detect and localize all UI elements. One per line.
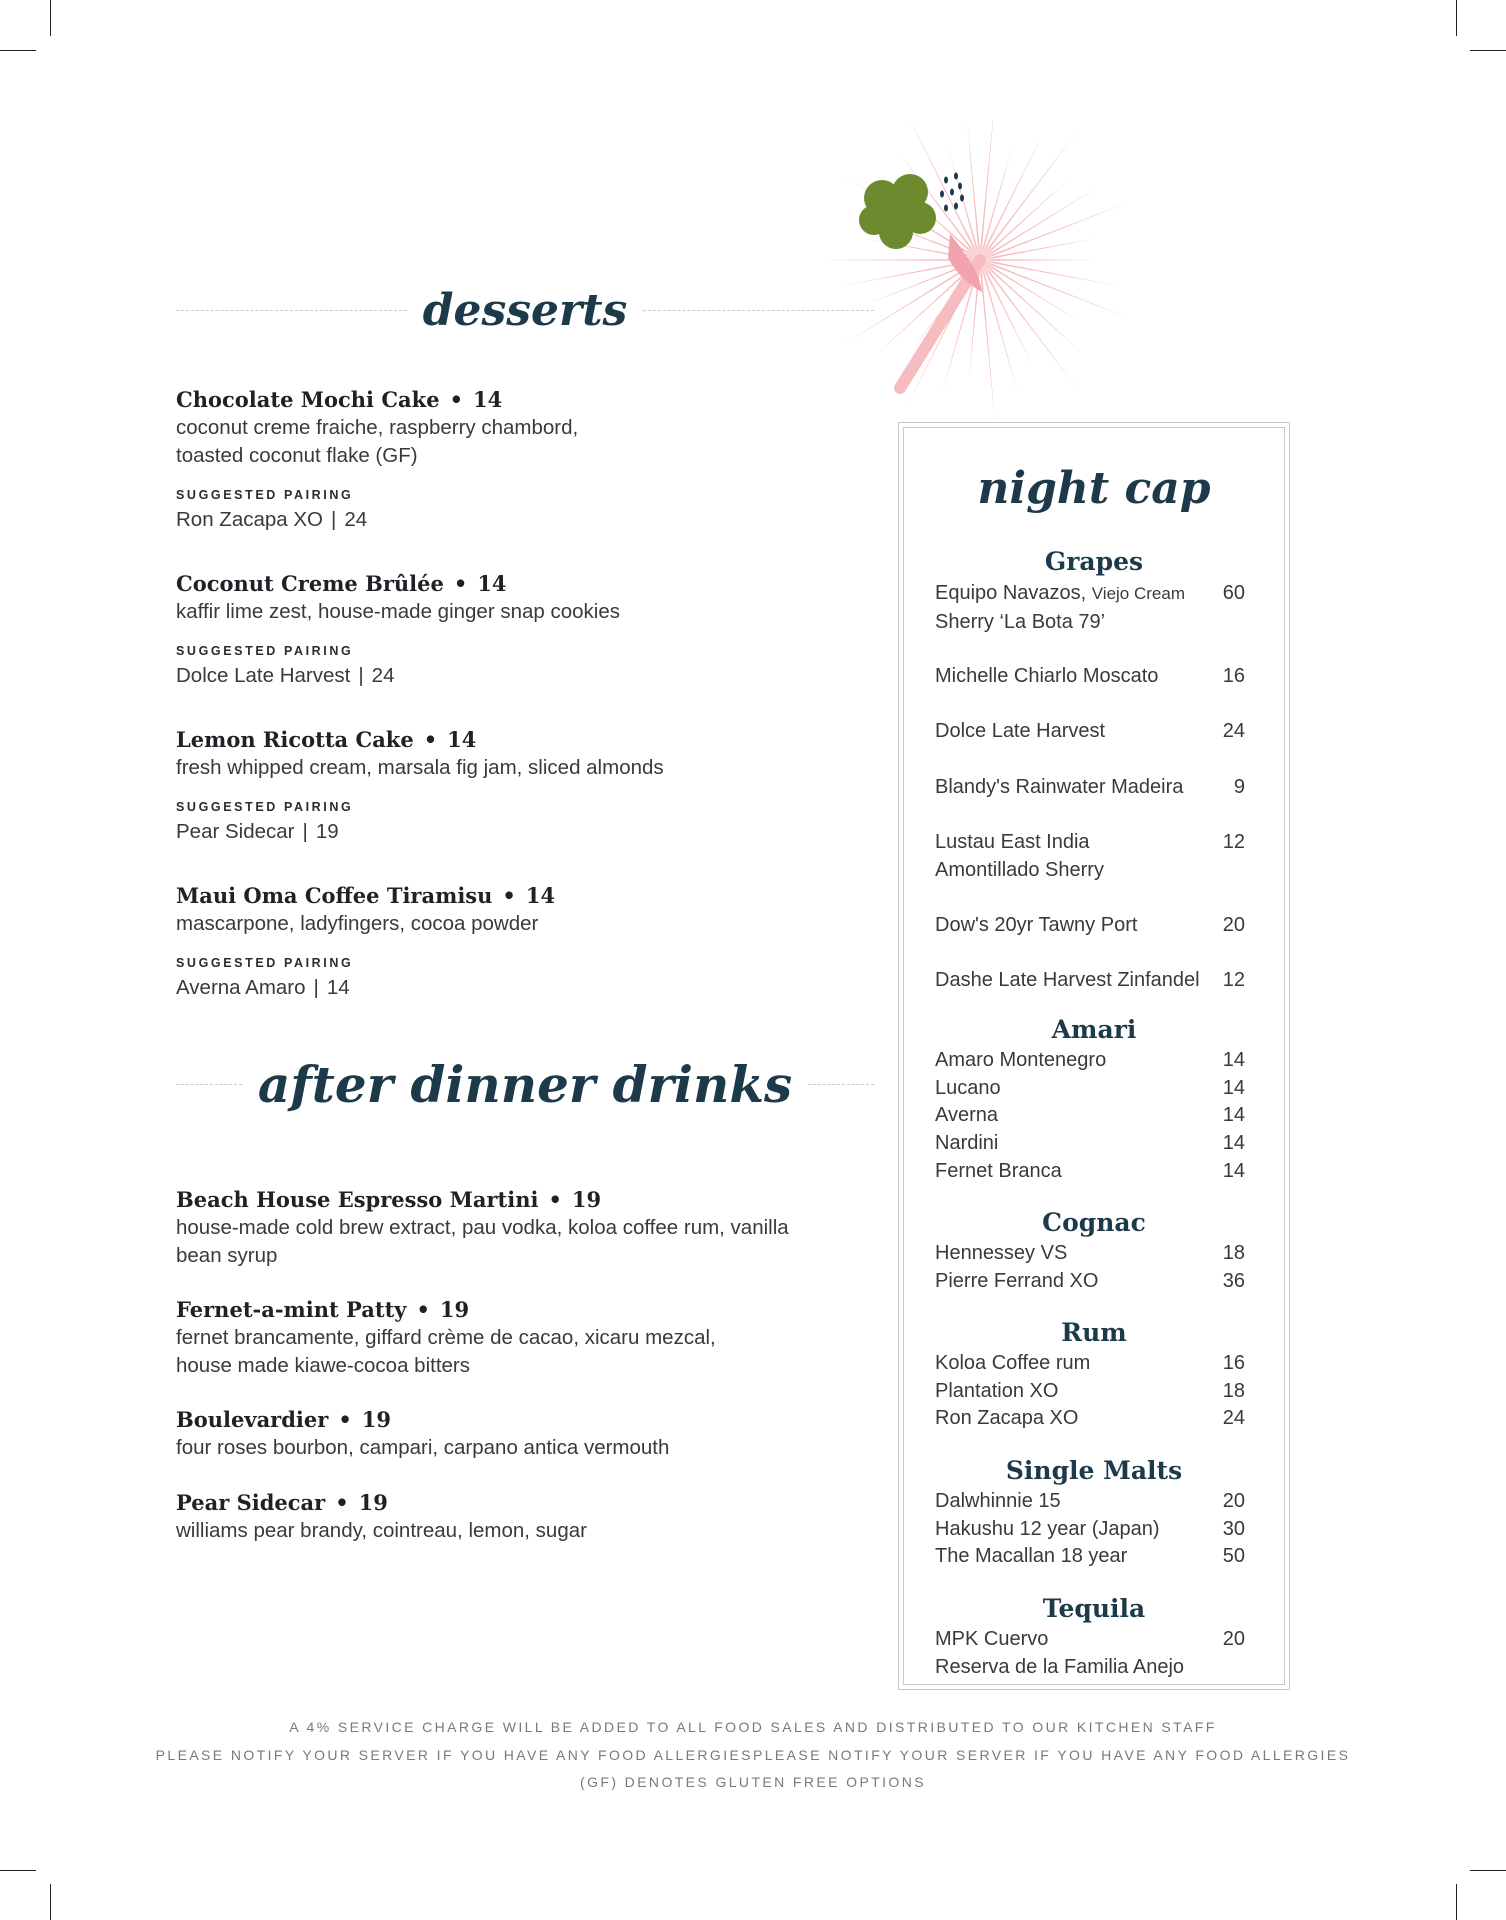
item-name-line2: Sherry ‘La Bota 79’ — [935, 611, 1106, 633]
divider — [176, 310, 407, 311]
night-cap-title: night cap — [977, 463, 1211, 514]
item-name: Boulevardier — [176, 1407, 329, 1432]
item-name: Dolce Late Harvest — [935, 720, 1106, 742]
item-price: 12 — [1222, 969, 1245, 991]
divider — [643, 310, 874, 311]
item-name: Coconut Creme Brûlée — [176, 571, 444, 596]
dessert-item — [176, 882, 876, 1002]
item-name: Reserva de la Familia Anejo — [935, 1656, 1185, 1678]
palm-frond — [980, 179, 1069, 260]
list-item — [935, 911, 1245, 939]
category-rum: Rum — [1061, 1318, 1127, 1347]
list-item — [935, 1377, 1245, 1405]
list-item — [935, 1101, 1245, 1129]
pairing-name: Averna Amaro — [176, 976, 306, 999]
item-description — [176, 1434, 876, 1462]
item-description — [176, 1517, 876, 1545]
list-item — [935, 1515, 1245, 1543]
item-price: 19 — [439, 1297, 470, 1322]
desc-line: williams pear brandy, cointreau, lemon, sugar — [176, 1519, 587, 1542]
pairing-name: Ron Zacapa XO — [176, 508, 323, 531]
list-item — [935, 828, 1245, 884]
drink-item — [176, 1186, 876, 1270]
crop-mark — [50, 0, 51, 36]
item-name: Hennessey VS — [935, 1242, 1068, 1264]
bullet-icon: • — [416, 1297, 430, 1322]
item-name: MPK Cuervo — [935, 1628, 1049, 1650]
list-item — [935, 1404, 1245, 1432]
palm-frond — [980, 120, 995, 260]
item-price: 14 — [1222, 1160, 1245, 1182]
item-price: 9 — [1233, 776, 1245, 798]
bullet-icon: • — [423, 727, 438, 752]
pairing-price: 24 — [371, 664, 395, 687]
pairing-price: 19 — [315, 820, 339, 843]
footer-gf-note: (GF) DENOTES GLUTEN FREE OPTIONS — [580, 1774, 926, 1790]
dessert-item — [176, 570, 876, 690]
after-dinner-drinks-title: after dinner drinks — [257, 1054, 793, 1114]
drink-item — [176, 1296, 876, 1380]
list-item — [935, 1267, 1245, 1295]
item-price: 14 — [525, 883, 556, 908]
pairing-price: 14 — [326, 976, 350, 999]
list-item — [935, 966, 1245, 994]
desc-line: four roses bourbon, campari, carpano antica vermouth — [176, 1436, 670, 1459]
item-price: 18 — [1222, 1380, 1245, 1402]
item-price: 20 — [1222, 914, 1245, 936]
divider — [808, 1084, 874, 1085]
item-name: Michelle Chiarlo Moscato — [935, 665, 1159, 687]
category-grapes: Grapes — [1044, 547, 1144, 576]
night-cap-panel — [898, 422, 1290, 1690]
pairing-value — [176, 818, 876, 846]
dessert-item — [176, 386, 876, 534]
item-price: 14 — [447, 727, 477, 752]
item-price: 14 — [477, 571, 507, 596]
item-name: Averna — [935, 1104, 999, 1126]
category-cognac: Cognac — [1042, 1208, 1146, 1237]
item-name: Blandy's Rainwater Madeira — [935, 776, 1184, 798]
palm-frond — [980, 260, 1085, 356]
palm-frond — [980, 259, 1100, 261]
item-name: The Macallan 18 year — [935, 1545, 1128, 1567]
item-name: Dashe Late Harvest Zinfandel — [935, 969, 1200, 991]
after-dinner-drinks-heading — [176, 1054, 874, 1114]
pairing-separator: | — [313, 976, 319, 999]
item-description — [176, 598, 876, 626]
item-name: Dow's 20yr Tawny Port — [935, 914, 1138, 936]
pairing-value — [176, 506, 876, 534]
item-price: 19 — [571, 1187, 602, 1212]
item-name-line2: Amontillado Sherry — [935, 859, 1104, 881]
crop-mark — [50, 1884, 51, 1920]
pairing-separator: | — [331, 508, 337, 531]
crop-mark — [1456, 0, 1457, 36]
crop-mark — [1470, 1870, 1506, 1871]
item-description — [176, 414, 876, 470]
item-name: Pear Sidecar — [176, 1490, 326, 1515]
bullet-icon: • — [338, 1407, 352, 1432]
list-item — [935, 1074, 1245, 1102]
crop-mark — [0, 50, 36, 51]
item-name: Fernet-a-mint Patty — [176, 1297, 407, 1322]
list-item — [935, 1349, 1245, 1377]
item-name: Lemon Ricotta Cake — [176, 727, 414, 752]
desc-line: fresh whipped cream, marsala fig jam, sliced almonds — [176, 756, 664, 779]
list-item — [935, 662, 1245, 690]
item-name: Koloa Coffee rum — [935, 1352, 1091, 1374]
category-tequila: Tequila — [1042, 1594, 1146, 1623]
pairing-label: SUGGESTED PAIRING — [176, 956, 354, 970]
dessert-item — [176, 726, 876, 846]
category-single-malts: Single Malts — [1005, 1456, 1183, 1485]
item-price: 36 — [1222, 1270, 1245, 1292]
pairing-label: SUGGESTED PAIRING — [176, 800, 354, 814]
item-price: 50 — [1222, 1545, 1245, 1567]
item-price: 14 — [473, 387, 503, 412]
bullet-icon: • — [502, 883, 516, 908]
pairing-price: 24 — [344, 508, 368, 531]
desc-line: house-made cold brew extract, pau vodka, koloa coffee rum, vanilla — [176, 1216, 789, 1239]
item-name: Lucano — [935, 1077, 1001, 1099]
pairing-separator: | — [358, 664, 364, 687]
item-name: Fernet Branca — [935, 1160, 1062, 1182]
item-price: 24 — [1222, 1407, 1245, 1429]
item-description — [176, 1214, 876, 1270]
item-name: Chocolate Mochi Cake — [176, 387, 440, 412]
list-item — [935, 579, 1245, 636]
list-item — [935, 1542, 1245, 1570]
footer-allergy-notice: PLEASE NOTIFY YOUR SERVER IF YOU HAVE ANY FOOD ALLERGIESPLEASE NOTIFY YOUR SERVER IF YOU HAVE ANY FOOD ALLERGIES — [155, 1747, 1351, 1763]
crop-mark — [1456, 1884, 1457, 1920]
desc-line: bean syrup — [176, 1244, 278, 1267]
item-price: 19 — [361, 1407, 391, 1432]
item-price: 14 — [1222, 1132, 1245, 1154]
item-name: Plantation XO — [935, 1380, 1059, 1402]
pairing-name: Dolce Late Harvest — [176, 664, 351, 687]
palm-fan — [830, 120, 1133, 423]
bullet-icon: • — [453, 571, 468, 596]
bullet-icon: • — [449, 387, 464, 412]
item-price: 14 — [1222, 1049, 1245, 1071]
divider — [176, 1084, 242, 1085]
pairing-value — [176, 974, 876, 1002]
pairing-name: Pear Sidecar — [176, 820, 295, 843]
item-price: 16 — [1222, 665, 1245, 687]
item-price: 20 — [1222, 1490, 1245, 1512]
item-name: Maui Oma Coffee Tiramisu — [176, 883, 493, 908]
desc-line: house made kiawe-cocoa bitters — [176, 1354, 470, 1377]
item-price: 12 — [1222, 831, 1245, 853]
item-name: Equipo Navazos, — [935, 582, 1087, 604]
item-name: Dalwhinnie 15 — [935, 1490, 1061, 1512]
item-price: 20 — [1222, 1628, 1245, 1650]
bullet-icon: • — [335, 1490, 349, 1515]
pairing-label: SUGGESTED PAIRING — [176, 644, 354, 658]
list-item — [935, 1239, 1245, 1267]
item-price: 60 — [1222, 582, 1245, 604]
pairing-separator: | — [302, 820, 308, 843]
desc-line: fernet brancamente, giffard crème de cacao, xicaru mezcal, — [176, 1326, 716, 1349]
pink-palm-leaf-flower-icon — [830, 120, 1190, 450]
crop-mark — [0, 1870, 36, 1871]
footer-service-charge: A 4% SERVICE CHARGE WILL BE ADDED TO ALL FOOD SALES AND DISTRIBUTED TO OUR KITCHEN STAFF — [289, 1719, 1217, 1735]
item-name: Pierre Ferrand XO — [935, 1270, 1099, 1292]
item-name-detail: Viejo Cream — [1091, 584, 1185, 603]
green-flower — [859, 174, 936, 249]
drink-item — [176, 1489, 876, 1545]
item-price: 16 — [1222, 1352, 1245, 1374]
pairing-value — [176, 662, 876, 690]
item-price: 14 — [1222, 1077, 1245, 1099]
desserts-title: desserts — [422, 284, 628, 336]
list-item — [935, 1129, 1245, 1157]
list-item — [935, 1157, 1245, 1185]
desserts-heading — [176, 280, 874, 340]
desc-line: toasted coconut flake (GF) — [176, 444, 418, 467]
item-description — [176, 910, 876, 938]
item-name: Beach House Espresso Martini — [176, 1187, 539, 1212]
item-description — [176, 1324, 876, 1380]
item-name: Lustau East India — [935, 831, 1090, 853]
item-price: 24 — [1222, 720, 1245, 742]
item-name: Ron Zacapa XO — [935, 1407, 1079, 1429]
list-item — [935, 1046, 1245, 1074]
item-price: 18 — [1222, 1242, 1245, 1264]
desc-line: kaffir lime zest, house-made ginger snap cookies — [176, 600, 621, 623]
item-description — [176, 754, 876, 782]
bullet-icon: • — [548, 1187, 562, 1212]
desc-line: mascarpone, ladyfingers, cocoa powder — [176, 912, 539, 935]
item-name: Amaro Montenegro — [935, 1049, 1107, 1071]
item-name: Hakushu 12 year (Japan) — [935, 1518, 1160, 1540]
drink-item — [176, 1406, 876, 1462]
desc-line: coconut creme fraiche, raspberry chambord, — [176, 416, 579, 439]
crop-mark — [1470, 50, 1506, 51]
item-price: 14 — [1222, 1104, 1245, 1126]
pairing-label: SUGGESTED PAIRING — [176, 488, 354, 502]
category-amari: Amari — [1051, 1015, 1137, 1044]
item-price: 19 — [358, 1490, 388, 1515]
list-item — [935, 773, 1245, 801]
list-item — [935, 717, 1245, 745]
list-item — [935, 1625, 1245, 1653]
list-item — [935, 1487, 1245, 1515]
item-price: 30 — [1222, 1518, 1245, 1540]
list-item — [935, 1653, 1245, 1681]
item-name: Nardini — [935, 1132, 999, 1154]
